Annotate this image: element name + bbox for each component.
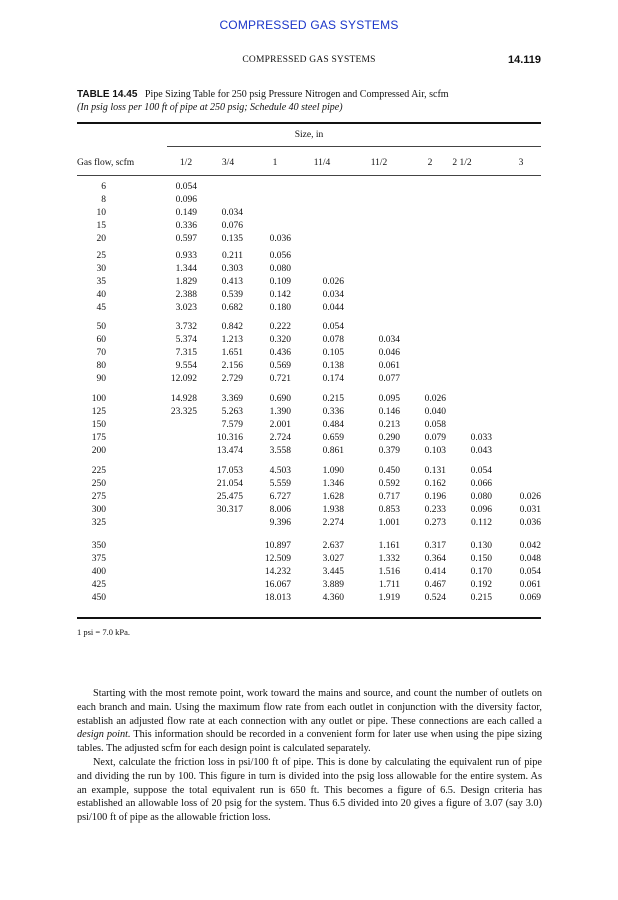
table-cell: 0.044 (322, 302, 344, 313)
flow-value: 175 (91, 432, 106, 443)
table-cell: 16.067 (264, 579, 291, 590)
table-cell: 0.048 (519, 553, 541, 564)
flow-value: 375 (91, 553, 106, 564)
table-cell: 0.033 (470, 432, 492, 443)
flow-value: 350 (91, 541, 106, 551)
size-column-header: 2 1/2 (452, 158, 472, 168)
table-cell: 9.554 (175, 360, 197, 371)
flow-value: 275 (91, 491, 106, 502)
flow-value: 20 (96, 233, 106, 244)
flow-value: 150 (91, 419, 106, 430)
flow-value: 30 (96, 263, 106, 274)
flow-value: 125 (91, 406, 106, 417)
size-column-header: 11/4 (313, 158, 331, 168)
table-cell: 0.717 (378, 491, 400, 502)
table-cell: 0.066 (470, 478, 492, 489)
table-cell: 14.928 (170, 394, 197, 404)
flow-value: 70 (96, 347, 106, 358)
table-cell: 0.379 (378, 445, 400, 456)
table-cell: 0.077 (378, 373, 400, 384)
table-cell: 0.096 (175, 194, 197, 205)
table-cell: 0.273 (424, 517, 446, 528)
table-cell: 5.263 (221, 406, 243, 417)
flow-value: 450 (91, 592, 106, 603)
table-cell: 0.026 (424, 394, 446, 404)
table-cell: 0.142 (269, 289, 291, 300)
table-cell: 0.109 (269, 276, 291, 287)
table-cell: 0.682 (221, 302, 243, 313)
size-heading: Size, in (294, 130, 324, 140)
table-cell: 2.001 (269, 419, 291, 430)
table-cell: 0.054 (322, 322, 344, 332)
table-cell: 0.130 (470, 541, 492, 551)
table-cell: 0.592 (378, 478, 400, 489)
table-cell: 0.659 (322, 432, 344, 443)
table-cell: 0.042 (519, 541, 541, 551)
table-cell: 1.829 (175, 276, 197, 287)
page-number: 14.119 (507, 54, 541, 66)
table-cell: 0.096 (470, 504, 492, 515)
table-cell: 5.559 (269, 478, 291, 489)
table-cell: 0.040 (424, 406, 446, 417)
table-cell: 7.315 (175, 347, 197, 358)
table-cell: 0.150 (470, 553, 492, 564)
table-cell: 5.374 (175, 334, 197, 345)
flow-value: 45 (96, 302, 106, 313)
table-cell: 13.474 (216, 445, 243, 456)
table-cell: 1.919 (378, 592, 400, 603)
flow-value: 15 (96, 220, 106, 231)
flow-value: 100 (91, 394, 106, 404)
table-cell: 2.274 (322, 517, 344, 528)
table-cell: 0.054 (470, 466, 492, 476)
table-cell: 0.080 (470, 491, 492, 502)
table-cell: 0.436 (269, 347, 291, 358)
design-point-term: design point. (77, 729, 131, 741)
table-cell: 0.031 (519, 504, 541, 515)
flow-value: 225 (91, 466, 106, 476)
table-cell: 0.034 (378, 334, 400, 345)
table-cell: 0.364 (424, 553, 446, 564)
size-heading-rule (167, 146, 541, 147)
table-cell: 0.105 (322, 347, 344, 358)
table-cell: 4.360 (322, 592, 344, 603)
table-cell: 0.131 (424, 466, 446, 476)
table-cell: 2.729 (221, 373, 243, 384)
table-cell: 1.628 (322, 491, 344, 502)
table-cell: 12.092 (170, 373, 197, 384)
table-cell: 9.396 (269, 517, 291, 528)
flow-value: 60 (96, 334, 106, 345)
table-cell: 3.023 (175, 302, 197, 313)
table-cell: 0.149 (175, 207, 197, 218)
size-column-header: 3 (518, 158, 524, 168)
table-cell: 1.332 (378, 553, 400, 564)
table-cell: 3.889 (322, 579, 344, 590)
table-cell: 0.524 (424, 592, 446, 603)
table-cell: 1.001 (378, 517, 400, 528)
table-cell: 0.180 (269, 302, 291, 313)
table-cell: 10.316 (216, 432, 243, 443)
table-cell: 0.170 (470, 566, 492, 577)
table-cell: 0.080 (269, 263, 291, 274)
table-cell: 21.054 (216, 478, 243, 489)
running-title: COMPRESSED GAS SYSTEMS (242, 55, 376, 65)
table-cell: 0.026 (322, 276, 344, 287)
flow-value: 200 (91, 445, 106, 456)
flow-value: 300 (91, 504, 106, 515)
table-cell: 0.056 (269, 251, 291, 261)
table-cell: 0.690 (269, 394, 291, 404)
table-caption (77, 88, 547, 114)
table-cell: 30.317 (216, 504, 243, 515)
table-cell: 0.146 (378, 406, 400, 417)
paragraph-friction-loss: Next, calculate the friction loss in psi/100 ft of pipe. This is done by calculating the equivalent run of pipe and dividing the run by 100. This figure in turn is divided into the psig loss allowable for the entire system. As an example, suppose the total equivalent run is 650 ft. This becomes a figure of 6.5. Design criteria has established an allowable loss of 20 psig for the system. Thus 6.5 divided into 20 gives a figure of 3.07 (say 3.0) psi/100 ft of pipe as the allowable friction loss. (77, 756, 542, 824)
table-cell: 0.162 (424, 478, 446, 489)
table-cell: 0.069 (519, 592, 541, 603)
table-cell: 0.095 (378, 394, 400, 404)
table-cell: 0.861 (322, 445, 344, 456)
table-cell: 0.320 (269, 334, 291, 345)
table-cell: 0.192 (470, 579, 492, 590)
table-cell: 3.732 (175, 322, 197, 332)
table-bottom-rule (77, 617, 541, 619)
table-cell: 0.467 (424, 579, 446, 590)
paragraph-design-points: Starting with the most remote point, work toward the mains and source, and count the number of outlets on each branch and main. Using the maximum flow rate from each outlet in conjunction with the diversity factor, establish an adjusted flow rate at each connection with any outlet or pipe. These connections are each called a design point. This information should be recorded in a convenient form for later use when using the pipe sizing tables. The adjusted scfm for each design point is calculated separately. (77, 688, 542, 755)
flow-value: 400 (91, 566, 106, 577)
table-cell: 0.484 (322, 419, 344, 430)
table-cell: 23.325 (170, 406, 197, 417)
table-cell: 3.369 (221, 394, 243, 404)
table-cell: 0.103 (424, 445, 446, 456)
size-column-header: 3/4 (221, 158, 235, 168)
table-cell: 14.232 (264, 566, 291, 577)
table-label: TABLE 14.45 (77, 89, 138, 100)
table-cell: 2.637 (322, 541, 344, 551)
size-column-header: 2 (427, 158, 433, 168)
table-cell: 0.721 (269, 373, 291, 384)
table-cell: 0.303 (221, 263, 243, 274)
table-cell: 0.043 (470, 445, 492, 456)
table-cell: 0.450 (378, 466, 400, 476)
flow-value: 325 (91, 517, 106, 528)
table-cell: 0.211 (221, 251, 243, 261)
table-cell: 1.344 (175, 263, 197, 274)
size-column-header: 1 (272, 158, 278, 168)
table-cell: 3.027 (322, 553, 344, 564)
header-bottom-rule (77, 175, 541, 176)
table-cell: 0.842 (221, 322, 243, 332)
table-cell: 18.013 (264, 592, 291, 603)
table-cell: 0.036 (519, 517, 541, 528)
table-cell: 25.475 (216, 491, 243, 502)
table-cell: 2.156 (221, 360, 243, 371)
flow-value: 35 (96, 276, 106, 287)
table-cell: 17.053 (216, 466, 243, 476)
table-cell: 1.213 (221, 334, 243, 345)
table-cell: 0.414 (424, 566, 446, 577)
flow-value: 80 (96, 360, 106, 371)
flow-value: 25 (96, 251, 106, 261)
flow-value: 425 (91, 579, 106, 590)
table-cell: 0.853 (378, 504, 400, 515)
flow-value: 90 (96, 373, 106, 384)
table-cell: 0.317 (424, 541, 446, 551)
table-cell: 0.413 (221, 276, 243, 287)
table-cell: 6.727 (269, 491, 291, 502)
table-cell: 0.290 (378, 432, 400, 443)
table-cell: 0.112 (470, 517, 492, 528)
table-top-rule (77, 122, 541, 124)
table-cell: 0.076 (221, 220, 243, 231)
table-cell: 0.215 (322, 394, 344, 404)
table-cell: 1.938 (322, 504, 344, 515)
flow-value: 50 (96, 322, 106, 332)
table-cell: 0.174 (322, 373, 344, 384)
table-cell: 0.046 (378, 347, 400, 358)
table-cell: 12.509 (264, 553, 291, 564)
flow-value: 8 (101, 194, 106, 205)
table-cell: 2.724 (269, 432, 291, 443)
table-cell: 1.651 (221, 347, 243, 358)
flow-value: 6 (101, 182, 106, 192)
table-cell: 0.061 (519, 579, 541, 590)
table-cell: 7.579 (221, 419, 243, 430)
table-title: Pipe Sizing Table for 250 psig Pressure Nitrogen and Compressed Air, scfm (144, 89, 449, 100)
table-cell: 0.597 (175, 233, 197, 244)
table-cell: 0.213 (378, 419, 400, 430)
flow-value: 250 (91, 478, 106, 489)
table-cell: 0.078 (322, 334, 344, 345)
body-text (77, 687, 542, 825)
banner-title: COMPRESSED GAS SYSTEMS (219, 18, 399, 32)
table-cell: 0.196 (424, 491, 446, 502)
size-column-header: 1/2 (179, 158, 193, 168)
table-cell: 1.711 (378, 579, 400, 590)
table-cell: 10.897 (264, 541, 291, 551)
table-cell: 0.539 (221, 289, 243, 300)
table-footnote: 1 psi = 7.0 kPa. (77, 627, 130, 637)
table-cell: 0.135 (221, 233, 243, 244)
table-cell: 0.034 (322, 289, 344, 300)
table-cell: 0.215 (470, 592, 492, 603)
table-cell: 2.388 (175, 289, 197, 300)
table-cell: 3.558 (269, 445, 291, 456)
table-cell: 1.090 (322, 466, 344, 476)
size-column-header: 11/2 (370, 158, 388, 168)
table-cell: 0.336 (175, 220, 197, 231)
table-subtitle: (In psig loss per 100 ft of pipe at 250 psig; Schedule 40 steel pipe) (77, 102, 343, 113)
table-cell: 1.346 (322, 478, 344, 489)
table-cell: 1.390 (269, 406, 291, 417)
table-cell: 0.054 (519, 566, 541, 577)
table-cell: 0.061 (378, 360, 400, 371)
table-cell: 0.222 (269, 322, 291, 332)
table-cell: 0.026 (519, 491, 541, 502)
flow-column-header: Gas flow, scfm (77, 158, 135, 168)
flow-value: 10 (96, 207, 106, 218)
table-cell: 0.569 (269, 360, 291, 371)
table-cell: 0.138 (322, 360, 344, 371)
table-cell: 3.445 (322, 566, 344, 577)
table-cell: 0.233 (424, 504, 446, 515)
table-cell: 1.516 (378, 566, 400, 577)
table-cell: 0.054 (175, 182, 197, 192)
table-cell: 1.161 (378, 541, 400, 551)
table-cell: 0.079 (424, 432, 446, 443)
table-cell: 0.336 (322, 406, 344, 417)
table-cell: 0.933 (175, 251, 197, 261)
flow-value: 40 (96, 289, 106, 300)
table-cell: 0.036 (269, 233, 291, 244)
table-cell: 8.006 (269, 504, 291, 515)
table-cell: 4.503 (269, 466, 291, 476)
table-cell: 0.058 (424, 419, 446, 430)
table-cell: 0.034 (221, 207, 243, 218)
